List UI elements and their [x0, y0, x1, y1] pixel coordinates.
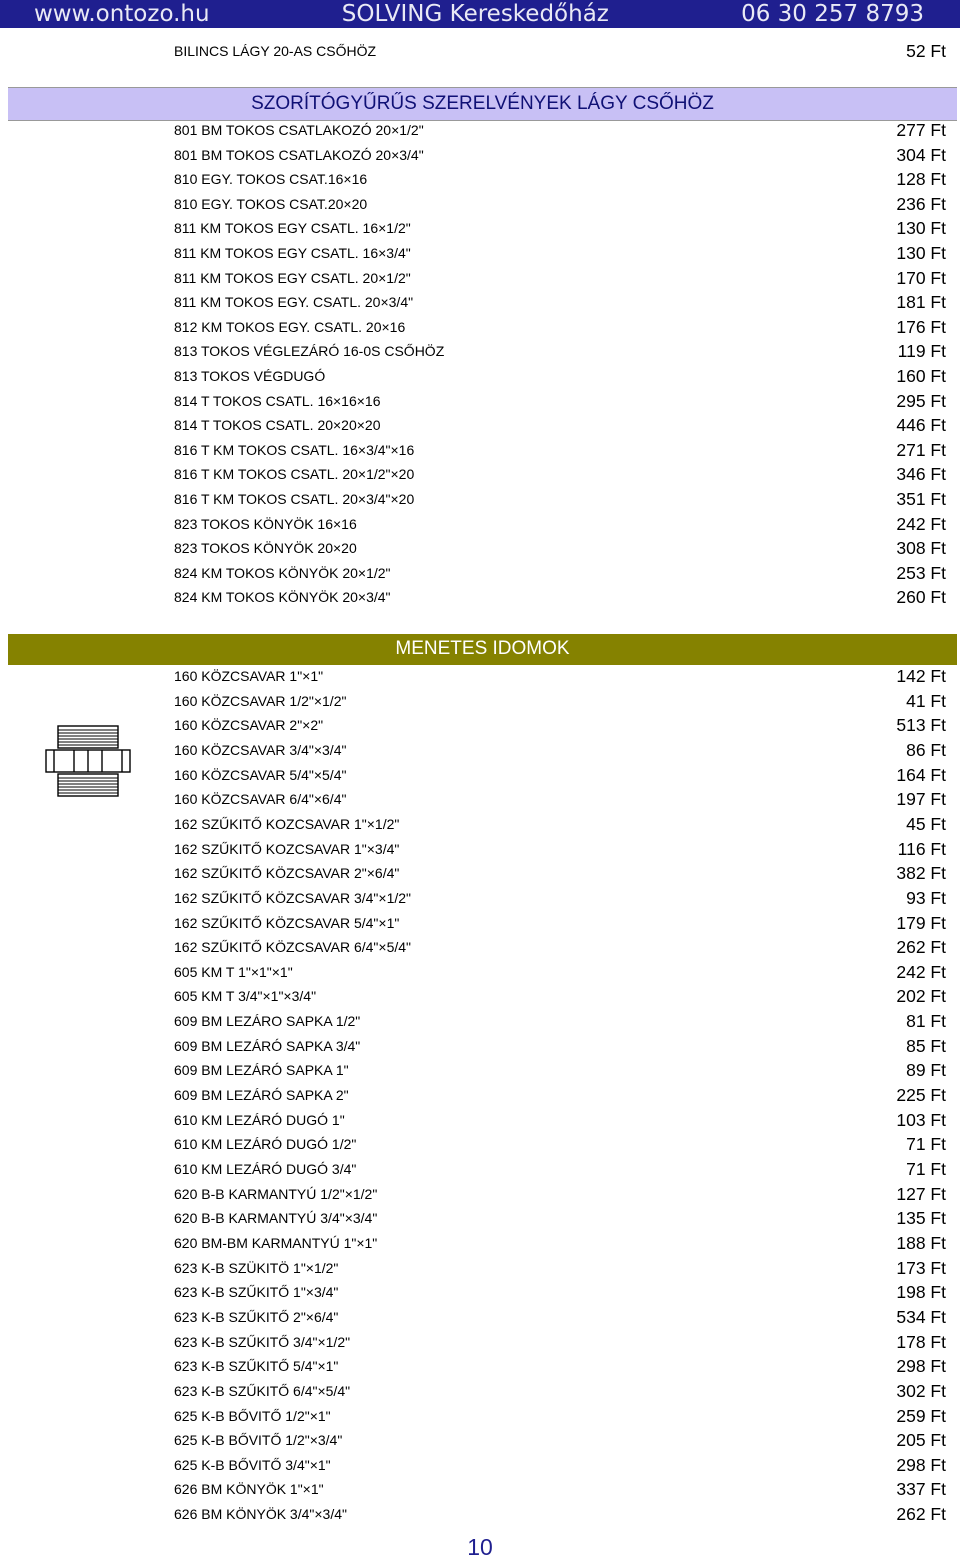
- item-name: BILINCS LÁGY 20-AS CSŐHÖZ: [174, 43, 377, 59]
- item-price: 351 Ft: [896, 489, 946, 509]
- item-name: 801 BM TOKOS CSATLAKOZÓ 20×1/2": [174, 122, 424, 138]
- price-row: [0, 1036, 960, 1060]
- item-name: 623 K-B SZŰKITŐ 5/4"×1": [174, 1358, 339, 1375]
- item-name: 823 TOKOS KÖNYÖK 20×20: [174, 540, 357, 557]
- item-price: 103 Ft: [896, 1109, 946, 1130]
- price-row: [0, 489, 960, 513]
- price-row: [0, 863, 960, 887]
- section-header-threaded-fittings: [8, 634, 957, 665]
- item-price: 41 Ft: [906, 690, 946, 711]
- item-name: 811 KM TOKOS EGY CSATL. 20×1/2": [174, 269, 411, 286]
- price-row: [0, 1085, 960, 1109]
- item-price: 119 Ft: [897, 341, 946, 362]
- item-price: 242 Ft: [896, 513, 946, 534]
- item-price: 242 Ft: [896, 961, 946, 982]
- item-name: 605 KM T 1"×1"×1": [174, 963, 293, 980]
- item-name: 610 KM LEZÁRÓ DUGÓ 1": [174, 1111, 345, 1128]
- price-row: [0, 962, 960, 986]
- item-name: 814 T TOKOS CSATL. 20×20×20: [174, 417, 381, 434]
- price-row: [0, 41, 960, 65]
- item-price: 277 Ft: [896, 120, 946, 140]
- item-price: 173 Ft: [896, 1257, 946, 1278]
- price-row: [0, 1208, 960, 1232]
- item-name: 811 KM TOKOS EGY. CSATL. 20×3/4": [174, 294, 414, 311]
- item-price: 164 Ft: [896, 764, 946, 785]
- item-price: 116 Ft: [897, 838, 946, 859]
- item-name: 824 KM TOKOS KÖNYÖK 20×1/2": [174, 564, 391, 581]
- price-row: [0, 292, 960, 316]
- item-name: 620 BM-BM KARMANTYÚ 1"×1": [174, 1234, 378, 1251]
- item-price: 513 Ft: [896, 715, 946, 736]
- item-price: 127 Ft: [896, 1183, 946, 1204]
- price-row: [0, 169, 960, 193]
- price-row: [0, 243, 960, 267]
- item-name: 816 T KM TOKOS CSATL. 20×3/4"×20: [174, 491, 415, 507]
- item-name: 810 EGY. TOKOS CSAT.20×20: [174, 195, 368, 212]
- item-price: 179 Ft: [896, 912, 946, 933]
- item-price: 236 Ft: [896, 193, 946, 214]
- item-name: 160 KÖZCSAVAR 1"×1": [174, 668, 324, 684]
- item-price: 81 Ft: [906, 1011, 946, 1032]
- item-price: 85 Ft: [906, 1035, 946, 1056]
- price-row: [0, 366, 960, 390]
- item-price: 302 Ft: [896, 1380, 946, 1401]
- page-number: 10: [467, 1534, 493, 1560]
- price-row: [0, 1455, 960, 1479]
- item-name: 609 BM LEZÁRO SAPKA 1/2": [174, 1013, 361, 1030]
- section-header-compression-fittings: [8, 87, 957, 121]
- item-price: 253 Ft: [896, 562, 946, 583]
- price-row: [0, 1060, 960, 1084]
- price-row: [0, 563, 960, 587]
- price-row: [0, 514, 960, 538]
- item-price: 128 Ft: [896, 169, 946, 190]
- price-row: [0, 1430, 960, 1454]
- price-row: [0, 1356, 960, 1380]
- price-row: [0, 888, 960, 912]
- item-price: 170 Ft: [896, 267, 946, 288]
- price-row: [0, 1233, 960, 1257]
- item-price: 71 Ft: [906, 1134, 946, 1155]
- item-name: 625 K-B BŐVITŐ 1/2"×3/4": [174, 1432, 343, 1449]
- item-price: 176 Ft: [896, 316, 946, 337]
- section-title: SZORÍTÓGYŰRŰS SZERELVÉNYEK LÁGY CSŐHÖZ: [251, 93, 714, 114]
- price-row: [0, 1011, 960, 1035]
- item-price: 142 Ft: [896, 666, 946, 686]
- price-row: [0, 145, 960, 169]
- price-row: [0, 218, 960, 242]
- item-price: 298 Ft: [896, 1356, 946, 1377]
- price-row: [0, 464, 960, 488]
- price-row: [0, 1332, 960, 1356]
- item-name: 816 T KM TOKOS CSATL. 16×3/4"×16: [174, 441, 415, 458]
- item-name: 162 SZŰKITŐ KÖZCSAVAR 3/4"×1/2": [174, 889, 412, 906]
- item-price: 271 Ft: [896, 439, 946, 460]
- item-price: 71 Ft: [906, 1159, 946, 1179]
- item-name: 623 K-B SZŰKITŐ 3/4"×1/2": [174, 1333, 351, 1350]
- item-price: 178 Ft: [896, 1331, 946, 1352]
- price-row: [0, 440, 960, 464]
- item-name: 813 TOKOS VÉGLEZÁRÓ 16-0S CSŐHÖZ: [174, 343, 445, 360]
- item-price: 304 Ft: [896, 144, 946, 165]
- item-name: 162 SZŰKITŐ KOZCSAVAR 1"×3/4": [174, 840, 400, 857]
- item-name: 816 T KM TOKOS CSATL. 20×1/2"×20: [174, 466, 415, 483]
- price-row: [0, 1110, 960, 1134]
- price-row: [0, 1307, 960, 1331]
- item-name: 814 T TOKOS CSATL. 16×16×16: [174, 392, 381, 409]
- item-price: 534 Ft: [896, 1306, 946, 1327]
- price-row: [0, 120, 960, 144]
- phone-number: 06 30 257 8793: [741, 1, 924, 27]
- item-price: 205 Ft: [896, 1430, 946, 1451]
- item-name: 811 KM TOKOS EGY CSATL. 16×3/4": [174, 245, 411, 261]
- item-price: 130 Ft: [896, 243, 946, 263]
- item-name: 625 K-B BŐVITŐ 1/2"×1": [174, 1407, 331, 1424]
- item-name: 810 EGY. TOKOS CSAT.16×16: [174, 171, 368, 188]
- item-price: 298 Ft: [896, 1454, 946, 1475]
- item-name: 623 K-B SZŰKITŐ 1"×3/4": [174, 1284, 339, 1301]
- item-price: 197 Ft: [896, 789, 946, 810]
- price-row: [0, 268, 960, 292]
- price-row: [0, 814, 960, 838]
- item-price: 262 Ft: [896, 1504, 946, 1525]
- item-name: 625 K-B BŐVITŐ 3/4"×1": [174, 1456, 331, 1473]
- price-row: [0, 715, 960, 739]
- item-price: 198 Ft: [896, 1282, 946, 1303]
- price-row: [0, 1159, 960, 1183]
- item-name: 823 TOKOS KÖNYÖK 16×16: [174, 515, 357, 532]
- item-name: 160 KÖZCSAVAR 2"×2": [174, 717, 324, 734]
- item-price: 188 Ft: [896, 1232, 946, 1253]
- item-name: 620 B-B KARMANTYÚ 3/4"×3/4": [174, 1210, 378, 1227]
- item-price: 295 Ft: [896, 390, 946, 411]
- item-name: 162 SZŰKITŐ KOZCSAVAR 1"×1/2": [174, 815, 400, 832]
- price-row: [0, 1406, 960, 1430]
- price-row: [0, 1381, 960, 1405]
- price-row: [0, 538, 960, 562]
- item-name: 609 BM LEZÁRÓ SAPKA 3/4": [174, 1037, 361, 1054]
- item-price: 160 Ft: [896, 366, 946, 386]
- section-title: MENETES IDOMOK: [395, 638, 570, 659]
- item-name: 160 KÖZCSAVAR 3/4"×3/4": [174, 741, 347, 758]
- price-row: [0, 1258, 960, 1282]
- item-name: 162 SZŰKITŐ KÖZCSAVAR 6/4"×5/4": [174, 939, 412, 956]
- price-row: [0, 415, 960, 439]
- item-price: 225 Ft: [896, 1085, 946, 1106]
- item-price: 346 Ft: [896, 464, 946, 485]
- item-price: 308 Ft: [896, 538, 946, 559]
- item-name: 609 BM LEZÁRÓ SAPKA 2": [174, 1087, 349, 1104]
- item-price: 260 Ft: [896, 587, 946, 608]
- item-name: 609 BM LEZÁRÓ SAPKA 1": [174, 1062, 349, 1079]
- item-price: 259 Ft: [896, 1405, 946, 1426]
- item-name: 626 BM KÖNYÖK 3/4"×3/4": [174, 1506, 347, 1523]
- price-row: [0, 986, 960, 1010]
- price-row: [0, 341, 960, 365]
- price-row: [0, 317, 960, 341]
- item-name: 626 BM KÖNYÖK 1"×1": [174, 1481, 324, 1498]
- price-row: [0, 391, 960, 415]
- item-name: 610 KM LEZÁRÓ DUGÓ 1/2": [174, 1136, 357, 1153]
- price-row: [0, 587, 960, 611]
- item-name: 824 KM TOKOS KÖNYÖK 20×3/4": [174, 589, 391, 606]
- item-price: 446 Ft: [896, 415, 946, 436]
- item-name: 160 KÖZCSAVAR 6/4"×6/4": [174, 791, 347, 808]
- price-row: [0, 691, 960, 715]
- price-row: [0, 740, 960, 764]
- item-name: 623 K-B SZŰKITŐ 6/4"×5/4": [174, 1382, 351, 1399]
- item-name: 162 SZŰKITŐ KÖZCSAVAR 5/4"×1": [174, 914, 400, 931]
- item-price: 45 Ft: [906, 813, 946, 834]
- item-price: 337 Ft: [896, 1479, 946, 1500]
- item-price: 130 Ft: [896, 218, 946, 239]
- item-name: 812 KM TOKOS EGY. CSATL. 20×16: [174, 318, 406, 335]
- item-name: 160 KÖZCSAVAR 1/2"×1/2": [174, 692, 347, 709]
- item-price: 202 Ft: [896, 986, 946, 1007]
- item-price: 89 Ft: [906, 1060, 946, 1081]
- item-price: 382 Ft: [896, 863, 946, 884]
- item-name: 623 K-B SZÜKITÖ 1"×1/2": [174, 1259, 339, 1276]
- price-row: [0, 839, 960, 863]
- price-row: [0, 937, 960, 961]
- item-price: 52 Ft: [906, 41, 946, 61]
- item-name: 160 KÖZCSAVAR 5/4"×5/4": [174, 766, 347, 783]
- price-row: [0, 913, 960, 937]
- item-name: 162 SZŰKITŐ KÖZCSAVAR 2"×6/4": [174, 865, 400, 882]
- price-row: [0, 789, 960, 813]
- item-price: 135 Ft: [896, 1208, 946, 1229]
- price-row: [0, 1504, 960, 1528]
- price-row: [0, 1134, 960, 1158]
- item-price: 262 Ft: [896, 937, 946, 958]
- item-price: 86 Ft: [906, 739, 946, 760]
- price-row: [0, 765, 960, 789]
- item-name: 813 TOKOS VÉGDUGÓ: [174, 368, 326, 384]
- price-row: [0, 1184, 960, 1208]
- item-price: 181 Ft: [896, 292, 946, 313]
- website-url[interactable]: www.ontozo.hu: [34, 1, 210, 27]
- company-name: SOLVING Kereskedőház: [341, 1, 609, 27]
- price-row: [0, 1282, 960, 1306]
- item-name: 605 KM T 3/4"×1"×3/4": [174, 988, 317, 1005]
- item-price: 93 Ft: [906, 887, 946, 908]
- price-row: [0, 666, 960, 690]
- item-name: 610 KM LEZÁRÓ DUGÓ 3/4": [174, 1161, 357, 1177]
- price-row: [0, 194, 960, 218]
- page-header: [0, 0, 960, 28]
- item-name: 811 KM TOKOS EGY CSATL. 16×1/2": [174, 220, 411, 237]
- item-name: 801 BM TOKOS CSATLAKOZÓ 20×3/4": [174, 146, 424, 163]
- item-name: 620 B-B KARMANTYÚ 1/2"×1/2": [174, 1185, 378, 1202]
- item-name: 623 K-B SZŰKITŐ 2"×6/4": [174, 1308, 339, 1325]
- price-row: [0, 1479, 960, 1503]
